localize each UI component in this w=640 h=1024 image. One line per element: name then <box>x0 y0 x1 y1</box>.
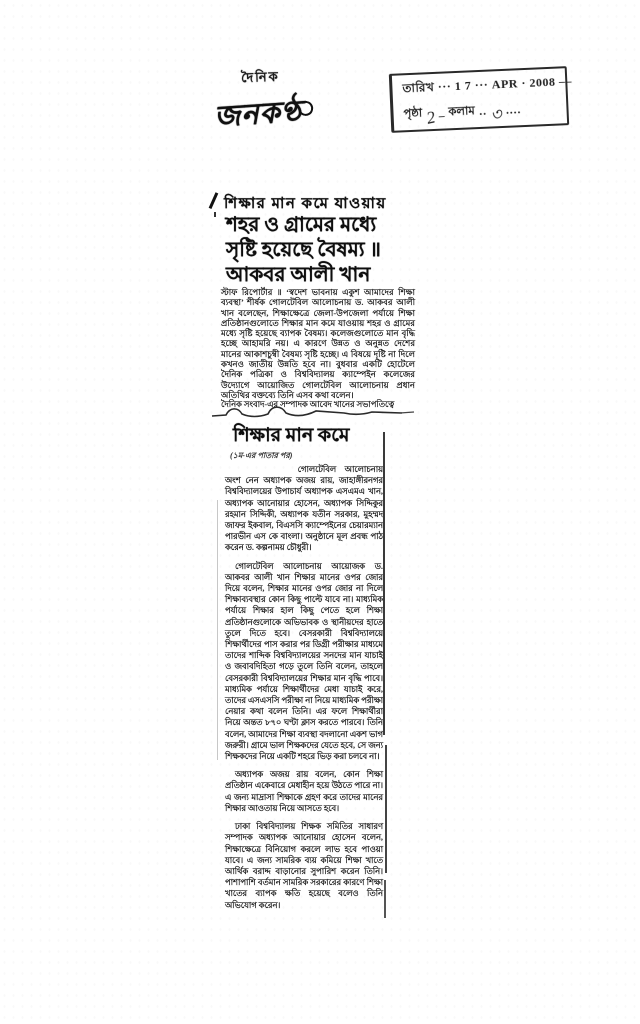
stamp-page-value-handwritten: 2 <box>424 107 437 128</box>
body-paragraph: অধ্যাপক অজয় রায় বলেন, কোন শিক্ষা প্রতিষ্ঠান একেবারে মেধাহীন হয়ে উঠতে পারে না। এ জন্য মাদ্রাসা শিক্ষাকে গ্রহণ করে তাদের মানের শিক্ষার আওতায় নিয়ে আসতে হবে। <box>225 770 383 813</box>
clipping-cut-edge <box>217 500 218 760</box>
stamp-page-label: পৃষ্ঠা <box>403 107 423 121</box>
lead-paragraph: স্টাফ রিপোর্টার ॥ ‘স্বদেশ ভাবনায় একুশ আমাদের শিক্ষা ব্যবস্থা’ শীর্ষক গোলটেবিল আলোচনায় ড. আকবর আলী খান বলেছেন, শিক্ষাক্ষেত্রে জেলা-উপজেলা পর্যায়ে শিক্ষা প্রতিষ্ঠানগুলোতে শিক্ষার মান কমে যাওয়ায় শহর ও গ্রামের মধ্যে সৃষ্টি হয়েছে ব্যাপক বৈষম্য। কলেজগুলোতে মান বৃদ্ধি হচ্ছে আহামরি নয়। এ কারণে উন্নত ও অনুন্নত দেশের মানের আকাশচুম্বী বৈষম্য সৃষ্টি হচ্ছে। এ বিষয়ে দৃষ্টি না দিলে কখনও জাতীয় উন্নতি হবে না। বুধবার একটি হোটেলে দৈনিক পত্রিকা ও বিশ্ববিদ্যালয় ক্যাম্পেইন কলেজের উদ্যোগে আয়োজিত গোলটেবিল আলোচনায় প্রধান অতিথির বক্তব্যে তিনি এসব কথা বলেন। <box>221 287 415 400</box>
headline-line: আকবর আলী খান <box>226 264 371 286</box>
torn-edge-divider <box>210 404 420 422</box>
handwritten-slash-mark <box>209 192 218 209</box>
article-kicker: শিক্ষার মান কমে যাওয়ায় <box>224 196 387 212</box>
body-paragraph: ঢাকা বিশ্ববিদ্যালয় শিক্ষক সমিতির সাধারণ সম্পাদক অধ্যাপক আনোয়ার হোসেন বলেন, শিক্ষাক্ষেত্রে বিনিয়োগ করলে লাভ হবে পাওয়া যাবে। এ জন্য সামরিক ব্যয় কমিয়ে শিক্ষা খাতে আর্থিক বরাদ্দ বাড়ানোর সুপারিশ করেন তিনি। পাশাপাশি বর্তমান সামরিক সরকারের কারণে শিক্ষা খাতের ব্যাপক ক্ষতি হয়েছে বলেও তিনি অভিযোগ করেন। <box>225 822 383 910</box>
stamp-trailing-dots: ···· <box>505 107 522 120</box>
stamp-column-label: কলাম <box>448 105 476 119</box>
stamp-dots: ·· <box>478 108 487 122</box>
newspaper-logo: জনকণ্ঠ <box>213 95 303 134</box>
stamp-date-row: তারিখ ··· 1 7 ··· APR · 2008 –– <box>402 73 573 96</box>
column-rule-right <box>383 432 385 735</box>
stamp-dash: – <box>438 110 445 123</box>
handwritten-tick-mark <box>214 212 216 217</box>
body-paragraph: গোলটেবিল আলোচনায় আয়োজক ড. আকবর আলী খান শিক্ষার মানের ওপর জোর দিয়ে বলেন, শিক্ষার মানের ওপর জোর না দিলে শিক্ষাব্যবস্থার কোন কিছু পাল্টে যাবে না। মাধ্যমিক পর্যায়ে শিক্ষার হাল কিছু পেতে হলে শিক্ষা প্রতিষ্ঠানগুলোকে অভিভাবক ও স্থানীয়দের হাতে তুলে দিতে হবে। বেসরকারী বিশ্ববিদ্যালয়ে শিক্ষার্থীদের পাস করার পর ডিগ্রী পরীক্ষার মাধ্যমে তাদের শাব্দিক বিশ্ববিদ্যালয়ের সনদের মান যাচাই ও জবাবদিহিতা গড়ে তুলে তিনি বলেন, তাহলে বেসরকারী বিশ্ববিদ্যালয়ের শিক্ষার মান বৃদ্ধি পাবে। মাধ্যমিক পর্যায়ে শিক্ষার্থীদের মেধা যাচাই করে, তাদের এসএসসি পরীক্ষা না নিয়ে মাধ্যমিক পরীক্ষা নেয়ার কথা বলেন তিনি। এর ফলে শিক্ষার্থীরা নিয়ে অন্তত ৮৭০ ঘণ্টা ক্লাস করতে পারবে। তিনি বলেন, আমাদের শিক্ষা ব্যবস্থা বদলানো একশ ভাগ জরুরী। গ্রামে ভাল শিক্ষকদের যেতে হবে, সে জন্য শিক্ষকদের নিয়ে একটি শহরে ভিড় করা চলবে না। <box>225 561 383 762</box>
stamp-column-value-handwritten: ৩ <box>488 104 504 126</box>
headline-line: শহর ও গ্রামের মধ্যে <box>226 214 377 236</box>
body-paragraph: গোলটেবিল আলোচনায় অংশ নেন অধ্যাপক অজয় রায়, জাহাঙ্গীরনগর বিশ্ববিদ্যালয়ের উপাচার্য অধ্যাপক এসএমএ খান, অধ্যাপক আনোয়ার হোসেন, অধ্যাপক সিদ্দিকুর রহমান সিদ্দিকী, অধ্যাপক যতীন সরকার, মুহম্মদ জাফর ইকবাল, বিএসসি ক্যাম্পেইনের চেয়ারম্যান পারভীন এস কে বাংলা। অনুষ্ঠানে মূল প্রবন্ধ পাঠ করেন ড. কল্পনাময় চৌধুরী। <box>225 465 383 553</box>
column-rule-right <box>384 880 386 918</box>
continuation-column <box>225 464 383 918</box>
continuation-headline: শিক্ষার মান কমে <box>233 425 350 446</box>
article-headline <box>226 213 426 288</box>
chair-attribution-line: দৈনিক সংবাদ-এর সম্পাদক আবেদ খানের সভাপতিত্বে <box>221 400 395 409</box>
continued-from-page-note: (১ম-এর পাতার পর) <box>230 451 293 460</box>
column-rule-right <box>385 745 387 873</box>
masthead-daily-label: দৈনিক <box>240 68 280 86</box>
headline-line: সৃষ্টি হয়েছে বৈষম্য ॥ <box>226 239 381 261</box>
